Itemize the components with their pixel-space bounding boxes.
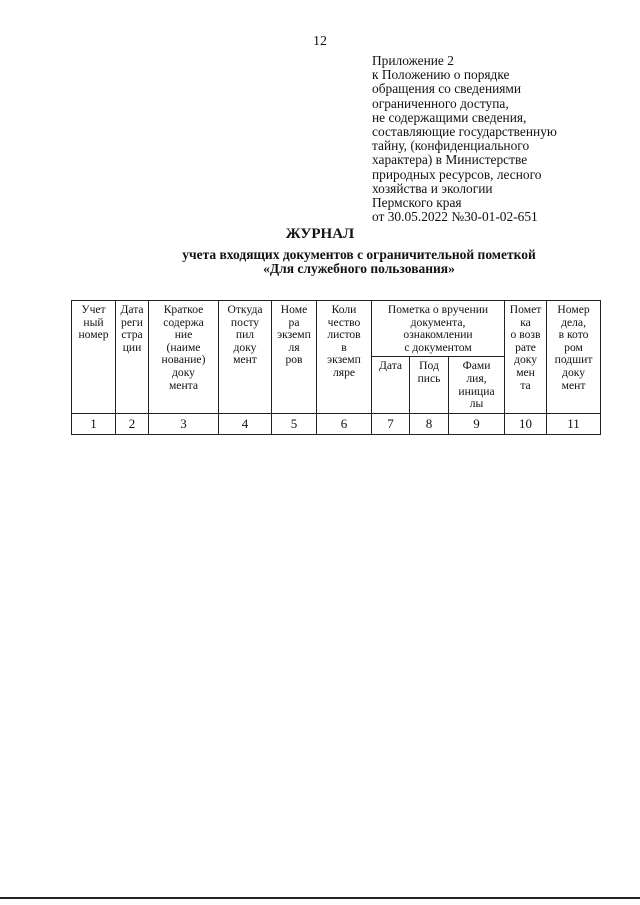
appendix-line: характера) в Министерстве (372, 152, 528, 168)
appendix-line: к Положению о порядке (372, 67, 510, 83)
page-bottom-rule (0, 897, 640, 899)
column-number-cell: 8 (410, 413, 449, 434)
appendix-block (372, 54, 634, 224)
journal-table (71, 300, 601, 435)
journal-subtitle (0, 248, 640, 276)
appendix-line: хозяйства и экологии (372, 180, 493, 196)
header-cell-accounting-number: Учет ный номер (72, 301, 116, 414)
column-number-row (72, 413, 601, 434)
appendix-line: не содержащими сведения, (372, 109, 527, 125)
appendix-line: Пермского края (372, 195, 462, 211)
header-cell-document-source: Откуда посту пил доку мент (219, 301, 272, 414)
column-number-cell: 9 (449, 413, 505, 434)
journal-subtitle-line: «Для служебного пользования» (263, 261, 455, 276)
header-cell-delivery-mark: Пометка о вручении документа, ознакомлении с документом (372, 301, 505, 357)
column-number-cell: 3 (149, 413, 219, 434)
column-number-cell: 5 (272, 413, 317, 434)
header-cell-return-mark: Помет ка о возв рате доку мен та (505, 301, 547, 414)
journal-title: ЖУРНАЛ (285, 226, 355, 242)
appendix-line: природных ресурсов, лесного (372, 166, 542, 182)
column-number-cell: 7 (372, 413, 410, 434)
column-number-cell: 6 (317, 413, 372, 434)
appendix-line: тайну, (конфиденциального (372, 138, 530, 154)
appendix-line: от 30.05.2022 №30-01-02-651 (372, 209, 538, 225)
table-header-row (72, 301, 601, 357)
subheader-cell-signature: Под пись (410, 357, 449, 413)
page-number: 12 (313, 34, 327, 49)
appendix-line: Приложение 2 (372, 53, 454, 68)
appendix-line: ограниченного доступа, (372, 95, 509, 111)
header-cell-copy-numbers: Номе ра экземп ля ров (272, 301, 317, 414)
subheader-cell-full-name: Фами лия, инициа лы (449, 357, 505, 413)
header-cell-document-summary: Краткое содержа ние (наиме нование) доку мента (149, 301, 219, 414)
journal-subtitle-line: учета входящих документов с ограничительной пометкой (182, 247, 536, 262)
column-number-cell: 4 (219, 413, 272, 434)
subheader-cell-date: Дата (372, 357, 410, 413)
column-number-cell: 2 (116, 413, 149, 434)
column-number-cell: 1 (72, 413, 116, 434)
header-cell-sheet-count: Коли чество листов в экземп ляре (317, 301, 372, 414)
column-number-cell: 11 (547, 413, 601, 434)
appendix-line: составляющие государственную (372, 124, 557, 140)
header-cell-case-number: Номер дела, в кото ром подшит доку мент (547, 301, 601, 414)
appendix-line: обращения со сведениями (372, 81, 522, 97)
column-number-cell: 10 (505, 413, 547, 434)
header-cell-registration-date: Дата реги стра ции (116, 301, 149, 414)
